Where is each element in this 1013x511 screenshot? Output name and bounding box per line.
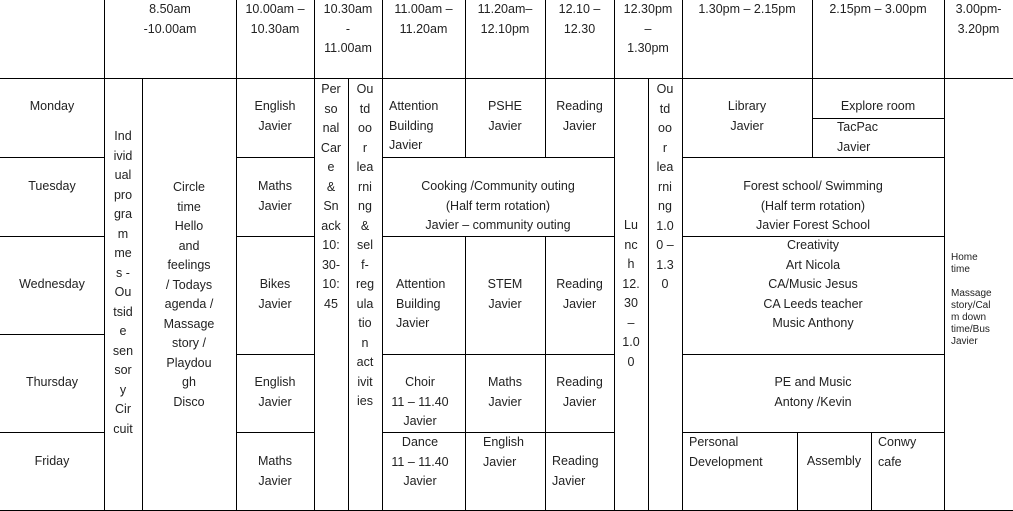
monday-attention-building: Attention Building Javier xyxy=(389,99,439,152)
outdoor-learning-afternoon-cell: Ou td oo r lea rni ng 1.0 0 – 1.3 0 xyxy=(656,82,674,291)
grid-line xyxy=(812,0,813,157)
friday-conwy-cafe: Conwy cafe xyxy=(878,435,917,469)
grid-line xyxy=(236,432,314,433)
header-cell-1120: 11.20am– 12.10pm xyxy=(477,2,533,36)
header-cell-1100: 11.00am – 11.20am xyxy=(394,2,453,36)
day-label-thursday: Thursday xyxy=(25,375,79,389)
day-label-tuesday: Tuesday xyxy=(28,179,76,193)
circle-time-cell: Circle time Hello and feelings / Todays agenda / Massage story / Playdou gh Disco xyxy=(163,180,215,409)
friday-english: English Javier xyxy=(483,435,524,469)
header-cell-1030: 10.30am - 11.00am xyxy=(323,2,373,55)
day-label-monday: Monday xyxy=(29,99,75,113)
thursday-pe-music: PE and Music Antony /Kevin xyxy=(774,375,852,409)
tuesday-forest-school: Forest school/ Swimming (Half term rotation) Javier Forest School xyxy=(743,179,883,232)
grid-line xyxy=(0,78,1013,79)
wednesday-stem: STEM Javier xyxy=(487,277,523,311)
friday-assembly: Assembly xyxy=(806,454,862,468)
thursday-choir: Choir 11 – 11.40 Javier xyxy=(391,375,449,428)
header-cell-1230: 12.30pm – 1.30pm xyxy=(623,2,673,55)
grid-line xyxy=(382,236,614,237)
grid-line xyxy=(236,236,314,237)
thursday-english: English Javier xyxy=(254,375,296,409)
monday-explore-room: Explore room xyxy=(840,99,916,113)
individual-programmes-cell: Ind ivid ual pro gra m me s - Ou tsid e sen sor y Cir cuit xyxy=(112,129,134,436)
thursday-reading: Reading Javier xyxy=(556,375,603,409)
header-cell-1330: 1.30pm – 2.15pm xyxy=(698,2,796,16)
lunch-cell: Lu nc h 12. 30 – 1.0 0 xyxy=(622,218,640,369)
friday-personal-development: Personal Development xyxy=(689,435,763,469)
grid-line xyxy=(682,157,944,158)
wednesday-reading: Reading Javier xyxy=(556,277,603,311)
header-cell-1500: 3.00pm- 3.20pm xyxy=(955,2,1002,36)
header-cell-1000: 10.00am – 10.30am xyxy=(245,2,305,36)
monday-tacpac: TacPac Javier xyxy=(837,120,878,154)
grid-line xyxy=(236,0,237,511)
grid-line xyxy=(682,354,944,355)
grid-line xyxy=(944,0,945,511)
header-cell-1415: 2.15pm – 3.00pm xyxy=(829,2,927,16)
wednesday-bikes: Bikes Javier xyxy=(258,277,292,311)
grid-line xyxy=(382,157,614,158)
day-label-wednesday: Wednesday xyxy=(19,277,85,291)
friday-maths: Maths Javier xyxy=(257,454,293,488)
grid-line xyxy=(0,236,104,237)
grid-line xyxy=(0,157,104,158)
grid-line xyxy=(236,354,314,355)
friday-dance: Dance 11 – 11.40 Javier xyxy=(391,435,449,488)
friday-reading: Reading Javier xyxy=(552,454,599,488)
wednesday-attention-building: Attention Building Javier xyxy=(396,277,446,330)
grid-line xyxy=(382,354,614,355)
grid-line xyxy=(0,334,104,335)
day-label-friday: Friday xyxy=(34,454,70,468)
monday-library: Library Javier xyxy=(727,99,767,133)
header-cell-0850: 8.50am -10.00am xyxy=(143,2,197,36)
thursday-maths: Maths Javier xyxy=(487,375,523,409)
home-time-cell: Home time Massage story/Cal m down time/Bus Javier xyxy=(951,252,992,347)
tuesday-maths: Maths Javier xyxy=(257,179,293,213)
tuesday-cooking-outing: Cooking /Community outing (Half term rotation) Javier – community outing xyxy=(421,179,575,232)
header-cell-1210: 12.10 – 12.30 xyxy=(558,2,601,36)
personal-care-cell: Per so nal Car e & Sn ack 10: 30- 10: 45 xyxy=(320,82,342,311)
monday-reading: Reading Javier xyxy=(556,99,603,133)
wednesday-creativity: Creativity Art Nicola CA/Music Jesus CA Leeds teacher Music Anthony xyxy=(763,238,863,330)
grid-line xyxy=(871,432,872,511)
grid-line xyxy=(236,157,314,158)
outdoor-learning-cell: Ou td oo r lea rni ng & sel f- reg ula tio n act ivit ies xyxy=(355,82,375,408)
grid-line xyxy=(0,432,104,433)
grid-line xyxy=(797,432,798,511)
monday-pshe: PSHE Javier xyxy=(487,99,523,133)
monday-english: English Javier xyxy=(254,99,296,133)
